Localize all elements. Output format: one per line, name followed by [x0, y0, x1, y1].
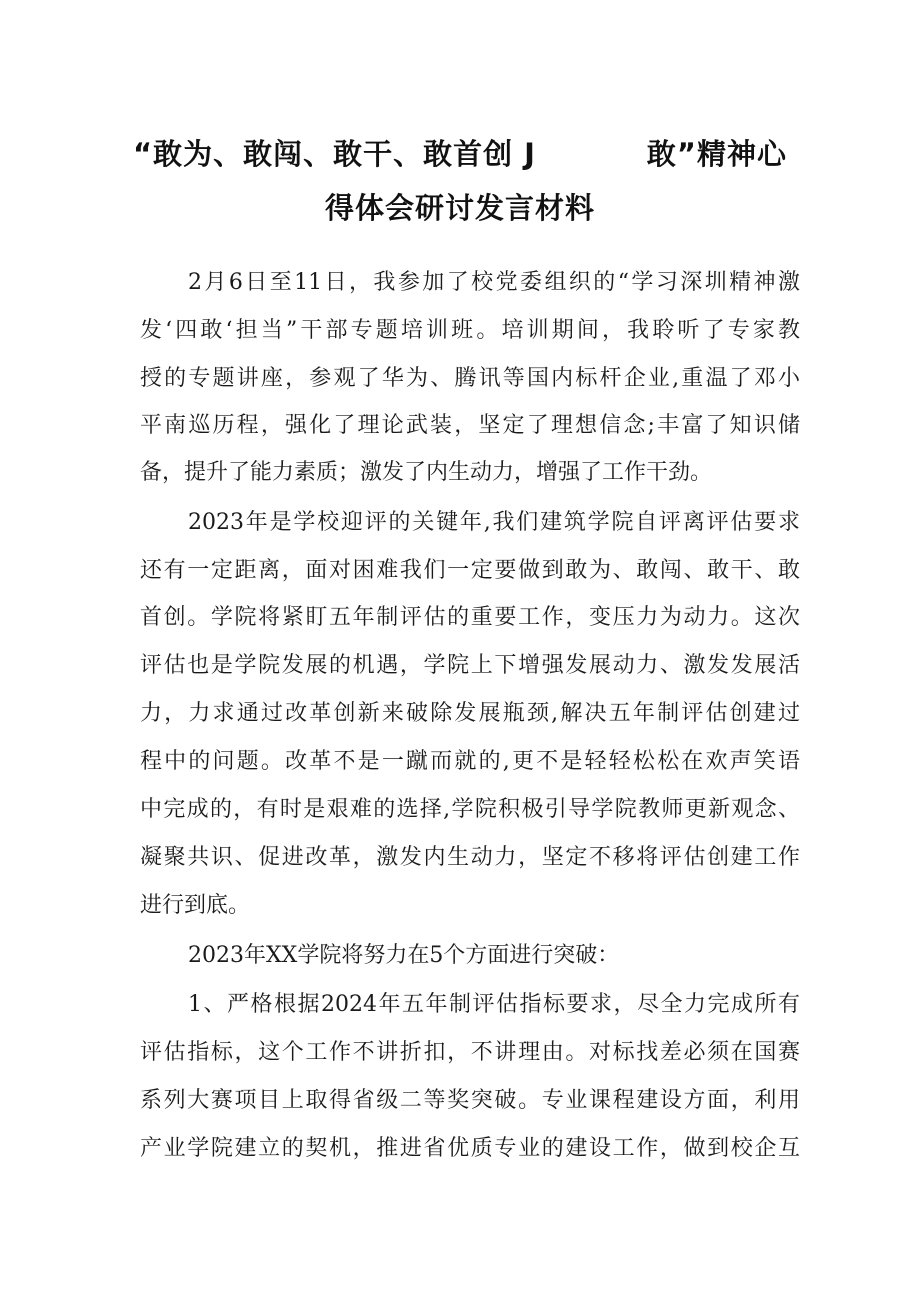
paragraph-2-line-6: 程中的问题。改革不是一蹴而就的,更不是轻轻松松在欢声笑语	[140, 749, 800, 774]
paragraph-2-line-1: 2023年是学校迎评的关键年,我们建筑学院自评离评估要求	[188, 510, 800, 535]
paragraph-1-line-3: 授的专题讲座，参观了华为、腾讯等国内标杆企业,重温了邓小	[140, 366, 800, 391]
paragraph-2-line-9: 进行到底。	[140, 893, 251, 918]
title-line-1: “敢为、敢闯、敢干、敢首创 J 敢”精神心	[133, 137, 787, 171]
paragraph-1-line-2: 发‘四敢‘担当”干部专题培训班。培训期间，我聆听了专家教	[140, 318, 800, 343]
paragraph-2-line-5: 力，力求通过改革创新来破除发展瓶颈,解决五年制评估创建过	[140, 701, 800, 726]
paragraph-2-line-8: 凝聚共识、促进改革，激发内生动力，坚定不移将评估创建工作	[140, 845, 800, 870]
title-line-2: 得体会研讨发言材料	[324, 191, 595, 225]
paragraph-3-line-1: 2023年XX学院将努力在5个方面进行突破：	[188, 943, 620, 968]
paragraph-1-line-1: 2月6日至11日，我参加了校党委组织的“学习深圳精神激	[188, 270, 800, 295]
paragraph-4-line-4: 产业学院建立的契机，推进省优质专业的建设工作，做到校企互	[140, 1136, 800, 1161]
paragraph-4-line-2: 评估指标，这个工作不讲折扣，不讲理由。对标找差必须在国赛	[140, 1040, 800, 1065]
paragraph-4-line-1: 1、严格根据2024年五年制评估指标要求，尽全力完成所有	[188, 992, 800, 1017]
paragraph-2-line-4: 评估也是学院发展的机遇，学院上下增强发展动力、激发发展活	[140, 653, 800, 678]
paragraph-1-line-4: 平南巡历程，强化了理论武装，坚定了理想信念;丰富了知识储	[140, 413, 800, 438]
paragraph-1-line-5: 备，提升了能力素质；激发了内生动力，增强了工作干劲。	[140, 460, 713, 485]
paragraph-2-line-3: 首创。学院将紧盯五年制评估的重要工作，变压力为动力。这次	[140, 605, 800, 630]
paragraph-4-line-3: 系列大赛项目上取得省级二等奖突破。专业课程建设方面，利用	[140, 1088, 800, 1113]
paragraph-2-line-2: 还有一定距离，面对困难我们一定要做到敢为、敢闯、敢干、敢	[140, 558, 800, 583]
paragraph-2-line-7: 中完成的，有时是艰难的选择,学院积极引导学院教师更新观念、	[140, 797, 800, 822]
